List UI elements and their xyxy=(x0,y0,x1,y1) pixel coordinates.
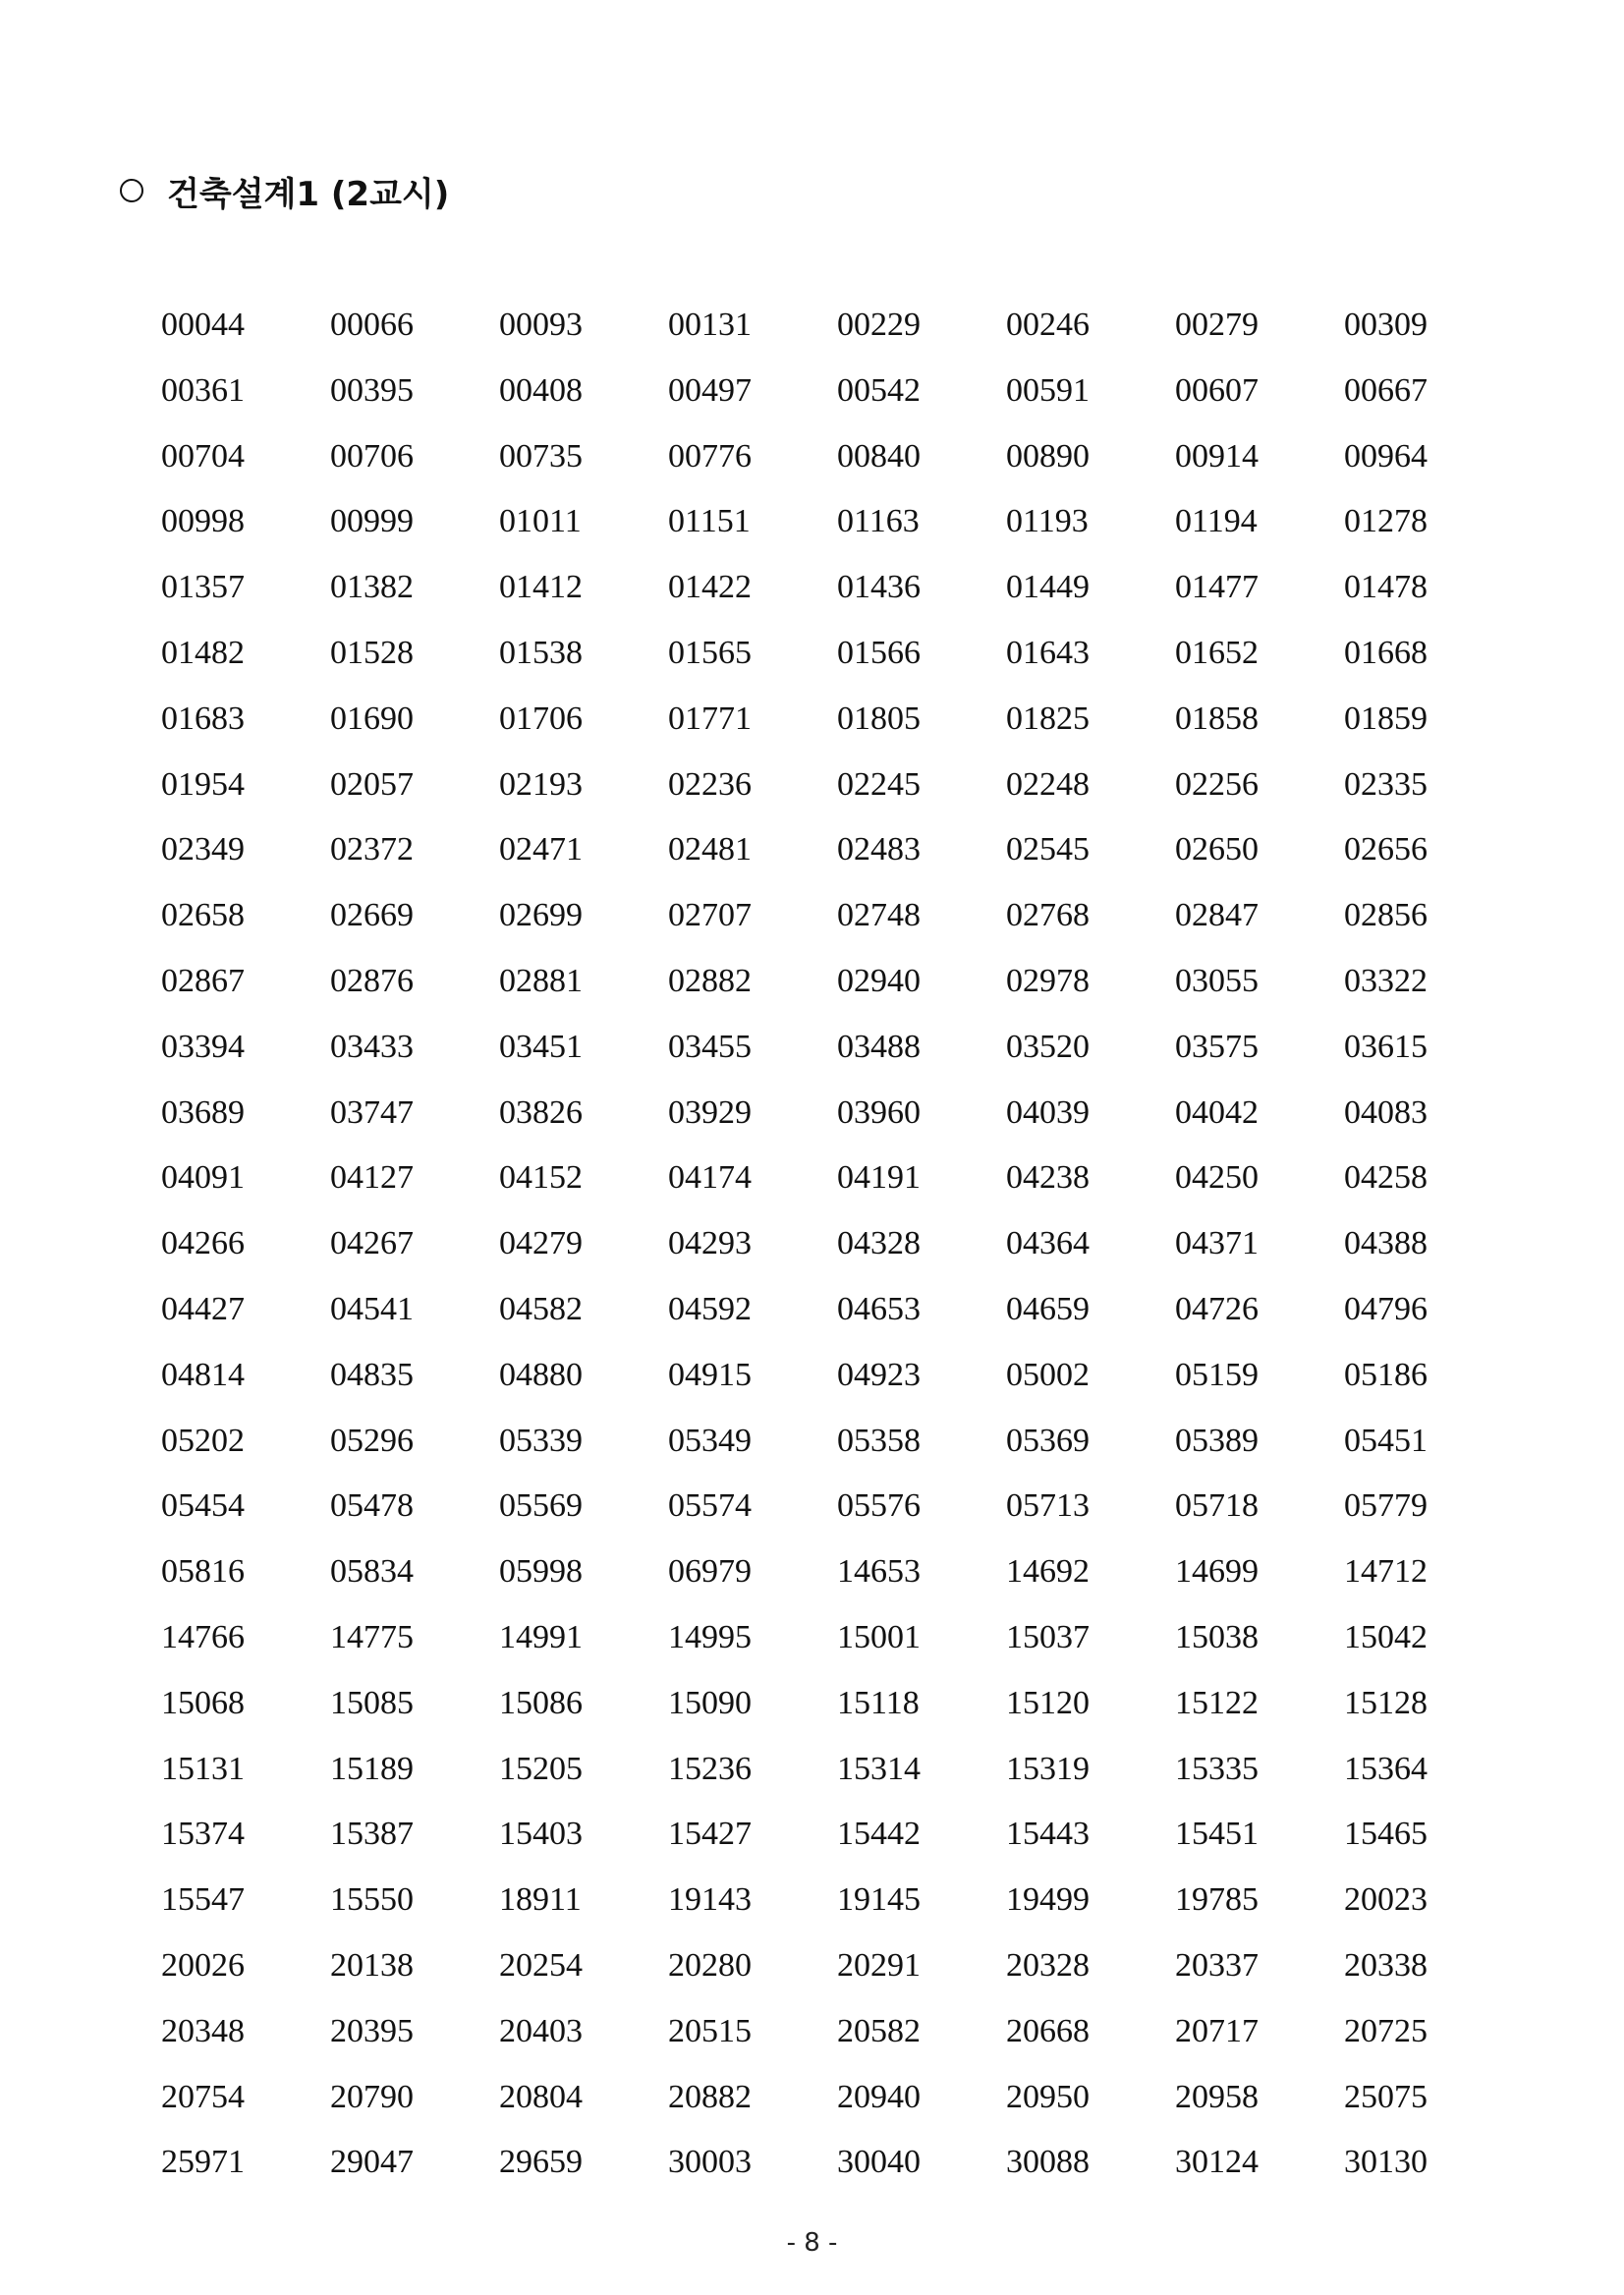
number-cell: 18911 xyxy=(499,1881,582,1919)
number-cell: 01278 xyxy=(1344,503,1428,540)
number-cell: 01422 xyxy=(668,569,752,606)
number-cell: 25971 xyxy=(161,2144,245,2181)
number-cell: 01668 xyxy=(1344,634,1428,671)
number-cell: 15403 xyxy=(499,1816,583,1853)
number-cell: 20338 xyxy=(1344,1946,1428,1984)
number-cell: 04796 xyxy=(1344,1290,1428,1327)
number-cell: 15451 xyxy=(1175,1816,1259,1853)
number-cell: 15236 xyxy=(668,1750,752,1787)
number-cell: 01412 xyxy=(499,569,583,606)
number-cell: 04835 xyxy=(330,1356,414,1393)
number-cell: 01690 xyxy=(330,700,414,737)
number-cell: 03520 xyxy=(1006,1028,1090,1065)
number-cell: 04814 xyxy=(161,1356,245,1393)
number-cell: 04250 xyxy=(1175,1159,1259,1197)
number-cell: 05713 xyxy=(1006,1487,1090,1525)
number-cell: 00964 xyxy=(1344,437,1428,475)
number-cell: 02768 xyxy=(1006,897,1090,934)
number-cell: 20291 xyxy=(837,1946,921,1984)
number-cell: 15128 xyxy=(1344,1684,1428,1721)
number-cell: 04042 xyxy=(1175,1093,1259,1131)
number-cell: 15374 xyxy=(161,1816,245,1853)
number-cell: 02650 xyxy=(1175,831,1259,868)
page-number: - 8 - xyxy=(786,2228,838,2258)
number-cell: 20280 xyxy=(668,1946,752,1984)
number-cell: 04238 xyxy=(1006,1159,1090,1197)
number-cell: 01805 xyxy=(837,700,921,737)
number-cell: 00607 xyxy=(1175,371,1259,409)
number-cell: 02471 xyxy=(499,831,583,868)
number-cell: 15120 xyxy=(1006,1684,1090,1721)
number-cell: 05349 xyxy=(668,1422,752,1459)
number-cell: 00542 xyxy=(837,371,921,409)
number-cell: 04592 xyxy=(668,1290,752,1327)
number-cell: 04127 xyxy=(330,1159,414,1197)
number-cell: 03615 xyxy=(1344,1028,1428,1065)
number-cell: 01449 xyxy=(1006,569,1090,606)
number-cell: 00890 xyxy=(1006,437,1090,475)
number-cell: 00706 xyxy=(330,437,414,475)
number-grid xyxy=(161,293,1513,2196)
number-cell: 04371 xyxy=(1175,1225,1259,1262)
number-cell: 02057 xyxy=(330,765,414,803)
number-cell: 03929 xyxy=(668,1093,752,1131)
number-cell: 04659 xyxy=(1006,1290,1090,1327)
number-cell: 02699 xyxy=(499,897,583,934)
number-cell: 04726 xyxy=(1175,1290,1259,1327)
number-cell: 00914 xyxy=(1175,437,1259,475)
number-cell: 01565 xyxy=(668,634,752,671)
number-cell: 04364 xyxy=(1006,1225,1090,1262)
number-cell: 01859 xyxy=(1344,700,1428,737)
number-cell: 04582 xyxy=(499,1290,583,1327)
number-cell: 05389 xyxy=(1175,1422,1259,1459)
number-cell: 01382 xyxy=(330,569,414,606)
number-cell: 04388 xyxy=(1344,1225,1428,1262)
number-cell: 03455 xyxy=(668,1028,752,1065)
number-cell: 02882 xyxy=(668,962,752,999)
number-cell: 02236 xyxy=(668,765,752,803)
number-cell: 01163 xyxy=(837,503,920,540)
number-cell: 14699 xyxy=(1175,1553,1259,1591)
number-cell: 15550 xyxy=(330,1881,414,1919)
number-cell: 02545 xyxy=(1006,831,1090,868)
number-cell: 05451 xyxy=(1344,1422,1428,1459)
number-cell: 01193 xyxy=(1006,503,1089,540)
number-cell: 00131 xyxy=(668,307,752,343)
number-cell: 02349 xyxy=(161,831,245,868)
number-cell: 03575 xyxy=(1175,1028,1259,1065)
number-cell: 05834 xyxy=(330,1553,414,1591)
number-cell: 20882 xyxy=(668,2078,752,2115)
number-cell: 14775 xyxy=(330,1618,414,1655)
number-cell: 05339 xyxy=(499,1422,583,1459)
number-cell: 05718 xyxy=(1175,1487,1259,1525)
number-cell: 05576 xyxy=(837,1487,921,1525)
number-cell: 15068 xyxy=(161,1684,245,1721)
number-cell: 00998 xyxy=(161,503,245,540)
number-cell: 02658 xyxy=(161,897,245,934)
number-cell: 01477 xyxy=(1175,569,1259,606)
number-cell: 02656 xyxy=(1344,831,1428,868)
number-cell: 03055 xyxy=(1175,962,1259,999)
number-cell: 14995 xyxy=(668,1618,752,1655)
number-cell: 05574 xyxy=(668,1487,752,1525)
number-cell: 02248 xyxy=(1006,765,1090,803)
number-cell: 05202 xyxy=(161,1422,245,1459)
hollow-circle-icon xyxy=(120,179,143,202)
number-cell: 20958 xyxy=(1175,2078,1259,2115)
number-cell: 15442 xyxy=(837,1816,921,1853)
number-cell: 04083 xyxy=(1344,1093,1428,1131)
number-cell: 01357 xyxy=(161,569,245,606)
number-cell: 20668 xyxy=(1006,2012,1090,2049)
number-cell: 00840 xyxy=(837,437,921,475)
number-cell: 01436 xyxy=(837,569,921,606)
number-cell: 04266 xyxy=(161,1225,245,1262)
number-cell: 15122 xyxy=(1175,1684,1259,1721)
number-cell: 02193 xyxy=(499,765,583,803)
number-cell: 00309 xyxy=(1344,307,1428,343)
number-cell: 04653 xyxy=(837,1290,921,1327)
number-cell: 05816 xyxy=(161,1553,245,1591)
number-cell: 14991 xyxy=(499,1618,583,1655)
number-cell: 29047 xyxy=(330,2144,414,2181)
number-cell: 20940 xyxy=(837,2078,921,2115)
number-cell: 04328 xyxy=(837,1225,921,1262)
number-cell: 03451 xyxy=(499,1028,583,1065)
number-cell: 01652 xyxy=(1175,634,1259,671)
number-cell: 03394 xyxy=(161,1028,245,1065)
number-cell: 01194 xyxy=(1175,503,1258,540)
number-cell: 01482 xyxy=(161,634,245,671)
number-cell: 02372 xyxy=(330,831,414,868)
number-cell: 04258 xyxy=(1344,1159,1428,1197)
number-cell: 05358 xyxy=(837,1422,921,1459)
number-cell: 05569 xyxy=(499,1487,583,1525)
number-cell: 20804 xyxy=(499,2078,583,2115)
number-cell: 02978 xyxy=(1006,962,1090,999)
number-cell: 15037 xyxy=(1006,1618,1090,1655)
number-cell: 30130 xyxy=(1344,2144,1428,2181)
number-cell: 04880 xyxy=(499,1356,583,1393)
number-cell: 00591 xyxy=(1006,371,1090,409)
number-cell: 05002 xyxy=(1006,1356,1090,1393)
number-cell: 02940 xyxy=(837,962,921,999)
number-cell: 01643 xyxy=(1006,634,1090,671)
number-cell: 00279 xyxy=(1175,307,1259,343)
number-cell: 20337 xyxy=(1175,1946,1259,1984)
number-cell: 05779 xyxy=(1344,1487,1428,1525)
number-cell: 15001 xyxy=(837,1618,921,1655)
number-cell: 15086 xyxy=(499,1684,583,1721)
number-cell: 04915 xyxy=(668,1356,752,1393)
number-cell: 00735 xyxy=(499,437,583,475)
number-cell: 20790 xyxy=(330,2078,414,2115)
number-cell: 01771 xyxy=(668,700,752,737)
number-cell: 19143 xyxy=(668,1881,752,1919)
number-cell: 02707 xyxy=(668,897,752,934)
number-cell: 05998 xyxy=(499,1553,583,1591)
number-cell: 03960 xyxy=(837,1093,921,1131)
number-cell: 04174 xyxy=(668,1159,752,1197)
number-cell: 20754 xyxy=(161,2078,245,2115)
number-cell: 00361 xyxy=(161,371,245,409)
number-cell: 01706 xyxy=(499,700,583,737)
number-cell: 02847 xyxy=(1175,897,1259,934)
number-cell: 04541 xyxy=(330,1290,414,1327)
number-cell: 02876 xyxy=(330,962,414,999)
number-cell: 14653 xyxy=(837,1553,921,1591)
number-cell: 20023 xyxy=(1344,1881,1428,1919)
number-cell: 15319 xyxy=(1006,1750,1090,1787)
number-cell: 00093 xyxy=(499,307,583,343)
number-cell: 02856 xyxy=(1344,897,1428,934)
number-cell: 15427 xyxy=(668,1816,752,1853)
number-cell: 02481 xyxy=(668,831,752,868)
number-cell: 15189 xyxy=(330,1750,414,1787)
section-heading xyxy=(120,165,449,216)
number-cell: 02669 xyxy=(330,897,414,934)
number-cell: 20395 xyxy=(330,2012,414,2049)
number-cell: 20328 xyxy=(1006,1946,1090,1984)
number-cell: 15085 xyxy=(330,1684,414,1721)
number-cell: 00776 xyxy=(668,437,752,475)
number-cell: 15314 xyxy=(837,1750,921,1787)
number-cell: 05296 xyxy=(330,1422,414,1459)
number-cell: 00229 xyxy=(837,307,921,343)
number-cell: 00704 xyxy=(161,437,245,475)
number-cell: 20403 xyxy=(499,2012,583,2049)
number-cell: 02483 xyxy=(837,831,921,868)
number-cell: 19499 xyxy=(1006,1881,1090,1919)
section-title: 건축설계1 (2교시) xyxy=(167,174,450,214)
number-cell: 01151 xyxy=(668,503,751,540)
number-cell: 15387 xyxy=(330,1816,414,1853)
number-cell: 20348 xyxy=(161,2012,245,2049)
number-cell: 04152 xyxy=(499,1159,583,1197)
number-cell: 20717 xyxy=(1175,2012,1259,2049)
number-cell: 05369 xyxy=(1006,1422,1090,1459)
number-cell: 01538 xyxy=(499,634,583,671)
number-cell: 20582 xyxy=(837,2012,921,2049)
number-cell: 05478 xyxy=(330,1487,414,1525)
number-cell: 15547 xyxy=(161,1881,245,1919)
number-cell: 15465 xyxy=(1344,1816,1428,1853)
number-cell: 01858 xyxy=(1175,700,1259,737)
number-cell: 04267 xyxy=(330,1225,414,1262)
number-cell: 30088 xyxy=(1006,2144,1090,2181)
number-cell: 04293 xyxy=(668,1225,752,1262)
number-cell: 14692 xyxy=(1006,1553,1090,1591)
number-cell: 01011 xyxy=(499,503,582,540)
number-cell: 01683 xyxy=(161,700,245,737)
number-cell: 01478 xyxy=(1344,569,1428,606)
number-cell: 15038 xyxy=(1175,1618,1259,1655)
number-cell: 20254 xyxy=(499,1946,583,1984)
number-cell: 14712 xyxy=(1344,1553,1428,1591)
number-cell: 19145 xyxy=(837,1881,921,1919)
number-cell: 20725 xyxy=(1344,2012,1428,2049)
number-cell: 15205 xyxy=(499,1750,583,1787)
number-cell: 15364 xyxy=(1344,1750,1428,1787)
number-cell: 03322 xyxy=(1344,962,1428,999)
number-cell: 02335 xyxy=(1344,765,1428,803)
number-cell: 20950 xyxy=(1006,2078,1090,2115)
number-cell: 02748 xyxy=(837,897,921,934)
number-cell: 03433 xyxy=(330,1028,414,1065)
number-cell: 30003 xyxy=(668,2144,752,2181)
number-cell: 03488 xyxy=(837,1028,921,1065)
number-cell: 15090 xyxy=(668,1684,752,1721)
number-cell: 02245 xyxy=(837,765,921,803)
number-cell: 04427 xyxy=(161,1290,245,1327)
number-cell: 03747 xyxy=(330,1093,414,1131)
number-cell: 00667 xyxy=(1344,371,1428,409)
number-cell: 02867 xyxy=(161,962,245,999)
number-cell: 15042 xyxy=(1344,1618,1428,1655)
number-cell: 02256 xyxy=(1175,765,1259,803)
number-cell: 03689 xyxy=(161,1093,245,1131)
number-cell: 01528 xyxy=(330,634,414,671)
number-cell: 00395 xyxy=(330,371,414,409)
number-cell: 15335 xyxy=(1175,1750,1259,1787)
number-cell: 04923 xyxy=(837,1356,921,1393)
number-cell: 05186 xyxy=(1344,1356,1428,1393)
number-cell: 00408 xyxy=(499,371,583,409)
number-cell: 03826 xyxy=(499,1093,583,1131)
number-cell: 02881 xyxy=(499,962,583,999)
number-cell: 25075 xyxy=(1344,2078,1428,2115)
number-cell: 00246 xyxy=(1006,307,1090,343)
number-cell: 05454 xyxy=(161,1487,245,1525)
number-cell: 15118 xyxy=(837,1684,920,1721)
number-cell: 04191 xyxy=(837,1159,921,1197)
number-cell: 00044 xyxy=(161,307,245,343)
number-cell: 04039 xyxy=(1006,1093,1090,1131)
number-cell: 19785 xyxy=(1175,1881,1259,1919)
number-cell: 14766 xyxy=(161,1618,245,1655)
number-cell: 06979 xyxy=(668,1553,752,1591)
number-cell: 00999 xyxy=(330,503,414,540)
number-cell: 15443 xyxy=(1006,1816,1090,1853)
number-cell: 30040 xyxy=(837,2144,921,2181)
number-cell: 29659 xyxy=(499,2144,583,2181)
number-cell: 20138 xyxy=(330,1946,414,1984)
number-cell: 04279 xyxy=(499,1225,583,1262)
number-cell: 01825 xyxy=(1006,700,1090,737)
number-cell: 20026 xyxy=(161,1946,245,1984)
number-cell: 00497 xyxy=(668,371,752,409)
number-cell: 20515 xyxy=(668,2012,752,2049)
number-cell: 30124 xyxy=(1175,2144,1259,2181)
number-cell: 04091 xyxy=(161,1159,245,1197)
number-cell: 05159 xyxy=(1175,1356,1259,1393)
number-cell: 00066 xyxy=(330,307,414,343)
number-cell: 01566 xyxy=(837,634,921,671)
number-cell: 01954 xyxy=(161,765,245,803)
number-cell: 15131 xyxy=(161,1750,245,1787)
